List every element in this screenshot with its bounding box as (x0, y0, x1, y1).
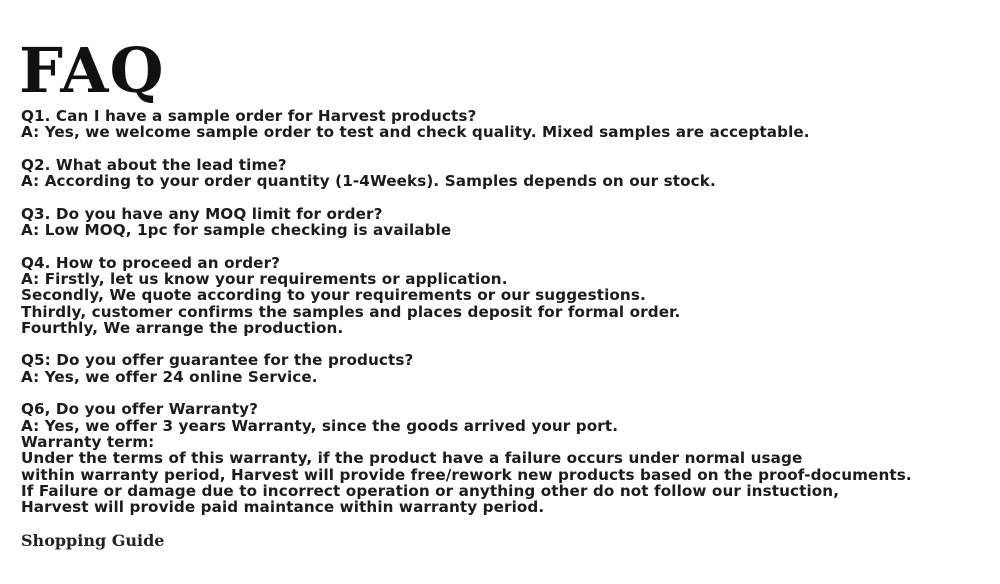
faq-answer-line: Harvest will provide paid maintance within warranty period. (21, 498, 545, 517)
faq-answer-line: A: According to your order quantity (1-4Weeks). Samples depends on our stock. (21, 172, 716, 191)
faq-answer-line: Under the terms of this warranty, if the product have a failure occurs under normal usage (21, 449, 803, 468)
faq-answer-line: Fourthly, We arrange the production. (21, 318, 344, 337)
faq-answer-line: Secondly, We quote according to your requirements or our suggestions. (21, 286, 646, 305)
faq-list (21, 108, 996, 515)
faq-answer-line: A: Low MOQ, 1pc for sample checking is available (21, 221, 452, 240)
faq-item-1 (21, 108, 996, 141)
faq-page (21, 36, 996, 550)
faq-answer-line: A: Yes, we offer 3 years Warranty, since the goods arrived your port. (21, 416, 619, 435)
shopping-guide-heading: Shopping Guide (21, 530, 165, 550)
faq-question: Q4. How to proceed an order? (21, 253, 281, 272)
faq-answer-line: A: Firstly, let us know your requirements or application. (21, 269, 508, 288)
faq-question: Q3. Do you have any MOQ limit for order? (21, 204, 383, 223)
faq-question: Q2. What about the lead time? (21, 155, 287, 174)
faq-question: Q1. Can I have a sample order for Harvest products? (21, 107, 477, 125)
faq-item-4 (21, 255, 996, 336)
page-title: FAQ (19, 34, 165, 107)
faq-item-5 (21, 352, 996, 385)
faq-question: Q5: Do you offer guarantee for the products? (21, 351, 414, 370)
faq-answer-line: Warranty term: (21, 432, 155, 451)
faq-answer-line: A: Yes, we welcome sample order to test and check quality. Mixed samples are acceptable. (21, 123, 810, 142)
faq-answer-line: A: Yes, we offer 24 online Service. (21, 367, 318, 386)
faq-item-3 (21, 206, 996, 239)
faq-answer-line: If Failure or damage due to incorrect operation or anything other do not follow our instuction, (21, 481, 840, 500)
faq-answer-line: within warranty period, Harvest will provide free/rework new products based on the proof-documents. (21, 465, 912, 484)
faq-item-2 (21, 157, 996, 190)
faq-answer-line: Thirdly, customer confirms the samples and places deposit for formal order. (21, 302, 681, 321)
faq-item-6 (21, 401, 996, 515)
faq-question: Q6, Do you offer Warranty? (21, 400, 259, 419)
